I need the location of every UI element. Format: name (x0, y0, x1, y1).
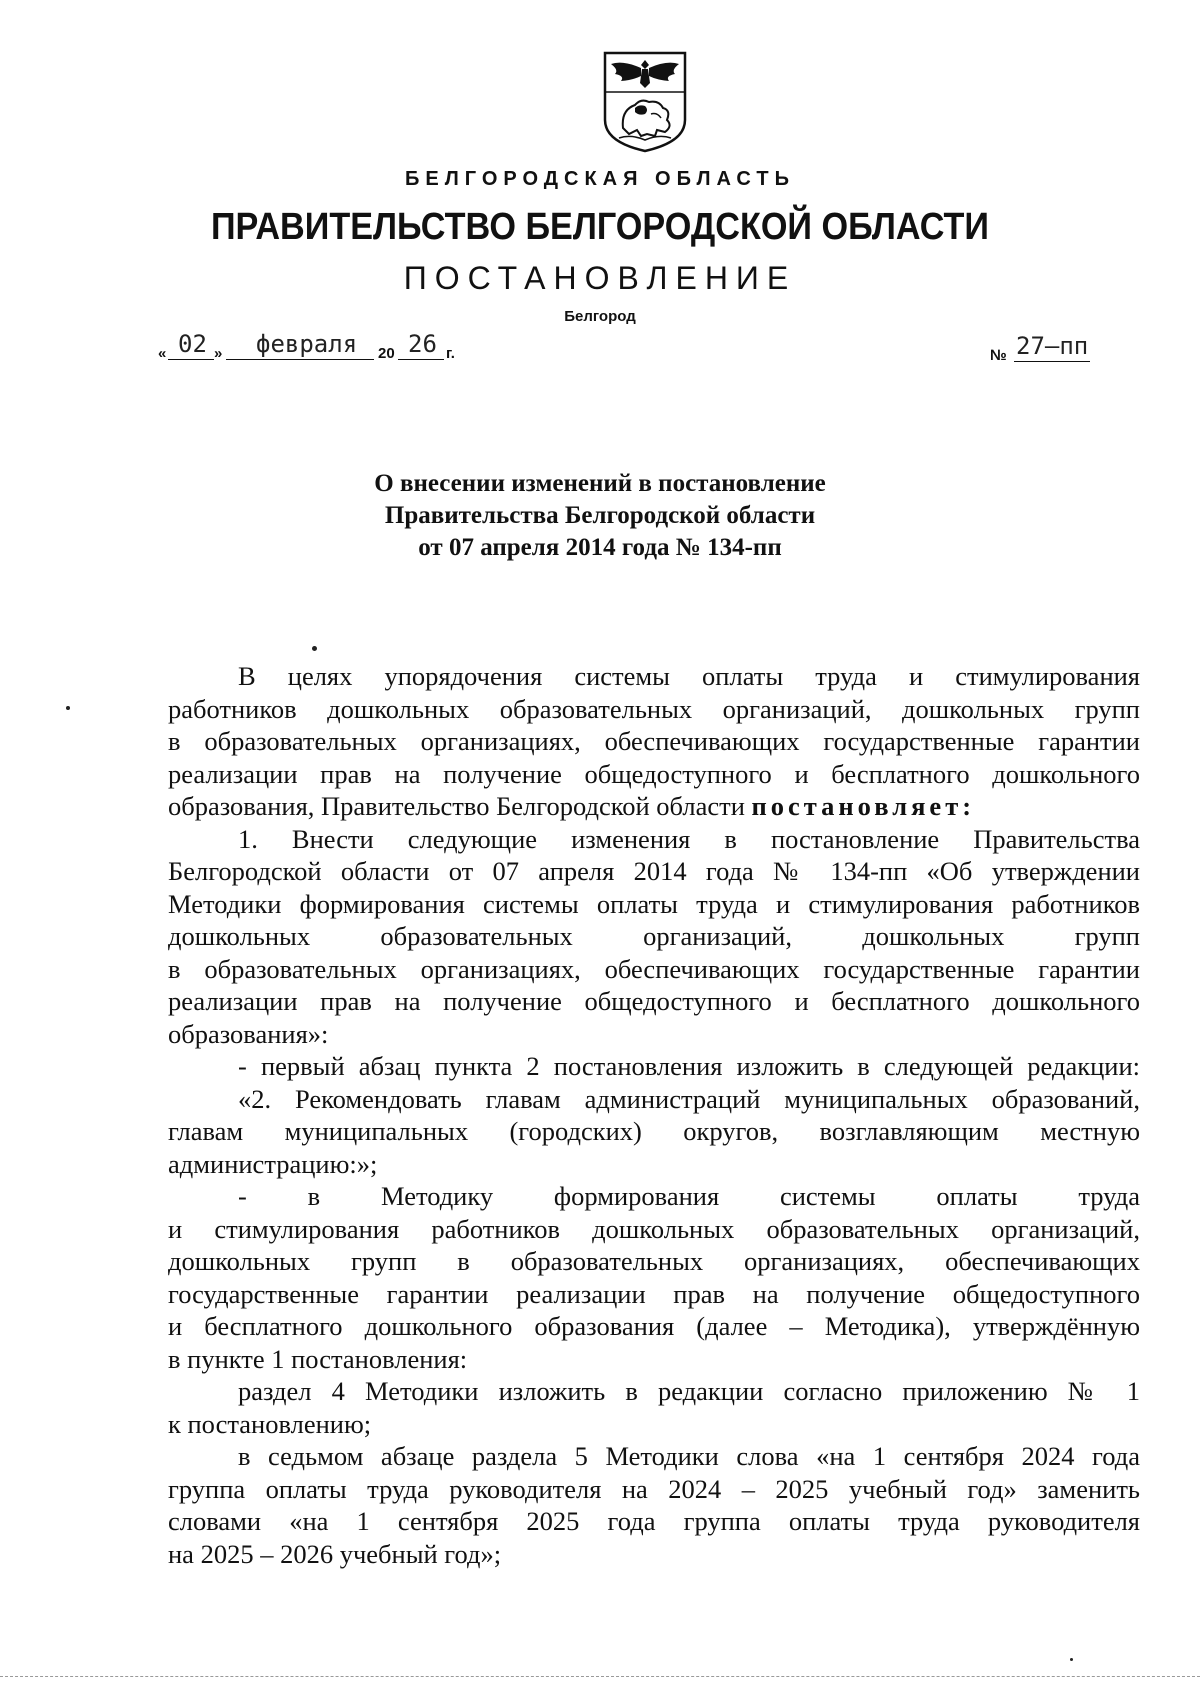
title-line: Правительства Белгородской области (384, 502, 816, 529)
date-open-quote: « (158, 345, 167, 362)
government-heading: ПРАВИТЕЛЬСТВО БЕЛГОРОДСКОЙ ОБЛАСТИ (210, 206, 990, 248)
date-month: февраля (256, 330, 358, 358)
body-line: дошкольных образовательных организаций, дошкольных групп (168, 921, 1140, 951)
scan-bottom-edge (0, 1676, 1200, 1677)
body-line: «2. Рекомендовать главам администраций муниципальных образований, (238, 1083, 1140, 1114)
decree-heading: ПОСТАНОВЛЕНИЕ (403, 260, 797, 296)
number-sign: № (990, 347, 1007, 364)
document-title (0, 468, 1200, 564)
decree-date (158, 328, 1058, 362)
scan-speck (1070, 1658, 1073, 1661)
body-line: в образовательных организациях, обеспечивающих государственные гарантии (168, 726, 1140, 756)
number-value: 27–пп (1016, 332, 1089, 360)
body-line: на 2025 – 2026 учебный год»; (168, 1538, 502, 1569)
decree-number (990, 330, 1100, 364)
body-line: к постановлению; (168, 1408, 372, 1439)
date-month-underline (226, 359, 374, 360)
date-year-prefix: 20 (378, 345, 395, 362)
date-day: 02 (178, 330, 207, 358)
coat-of-arms-emblem (601, 50, 689, 154)
scan-speck (66, 706, 70, 710)
title-line: от 07 апреля 2014 года № 134-пп (418, 534, 782, 561)
body-line: Методики формирования системы оплаты труда и стимулирования работников (168, 888, 1140, 919)
body-line: словами «на 1 сентября 2025 года группа оплаты труда руководителя (168, 1506, 1140, 1536)
scan-speck (312, 646, 317, 651)
title-line: О внесении изменений в постановление (374, 470, 826, 497)
body-line: образования»: (168, 1018, 329, 1049)
body-line: работников дошкольных образовательных организаций, дошкольных групп (168, 693, 1140, 724)
body-line: главам муниципальных (городских) округов, возглавляющим местную (168, 1116, 1140, 1146)
body-line: администрацию:»; (168, 1148, 378, 1179)
date-day-underline (168, 359, 214, 360)
body-line: реализации прав на получение общедоступного и бесплатного дошкольного (168, 758, 1140, 789)
number-underline (1014, 361, 1090, 362)
region-heading: БЕЛГОРОДСКАЯ ОБЛАСТЬ (405, 168, 795, 190)
city-label: Белгород (564, 308, 636, 325)
body-line: раздел 4 Методики изложить в редакции согласно приложению № 1 (238, 1376, 1140, 1406)
body-line: в образовательных организациях, обеспечивающих государственные гарантии (168, 953, 1140, 984)
body-line: - в Методику формирования системы оплаты труда (238, 1181, 1140, 1211)
body-line: и стимулирования работников дошкольных образовательных организаций, (168, 1213, 1140, 1244)
preamble-text: образования, Правительство Белгородской области (168, 791, 752, 821)
resolve-keyword: постановляет: (751, 791, 976, 821)
body-line: в седьмом абзаце раздела 5 Методики слова «на 1 сентября 2024 года (238, 1441, 1140, 1471)
document-body (168, 660, 1140, 1570)
body-line (168, 790, 1140, 823)
body-line: В целях упорядочения системы оплаты труда и стимулирования (238, 661, 1140, 691)
date-close-quote: » (214, 345, 223, 362)
body-line: 1. Внести следующие изменения в постановление Правительства (238, 823, 1140, 854)
body-line: и бесплатного дошкольного образования (далее – Методика), утверждённую (168, 1311, 1140, 1341)
body-line: дошкольных групп в образовательных организациях, обеспечивающих (168, 1246, 1140, 1276)
body-line: государственные гарантии реализации прав на получение общедоступного (168, 1278, 1140, 1309)
date-year-underline (398, 359, 444, 360)
body-line: реализации прав на получение общедоступного и бесплатного дошкольного (168, 986, 1140, 1016)
date-year-unit: г. (446, 345, 455, 362)
body-line: - первый абзац пункта 2 постановления изложить в следующей редакции: (238, 1051, 1140, 1081)
date-year-suffix: 26 (408, 330, 437, 358)
body-line: в пункте 1 постановления: (168, 1343, 468, 1374)
body-line: группа оплаты труда руководителя на 2024 – 2025 учебный год» заменить (168, 1473, 1140, 1504)
body-line: Белгородской области от 07 апреля 2014 года № 134-пп «Об утверждении (168, 856, 1140, 886)
